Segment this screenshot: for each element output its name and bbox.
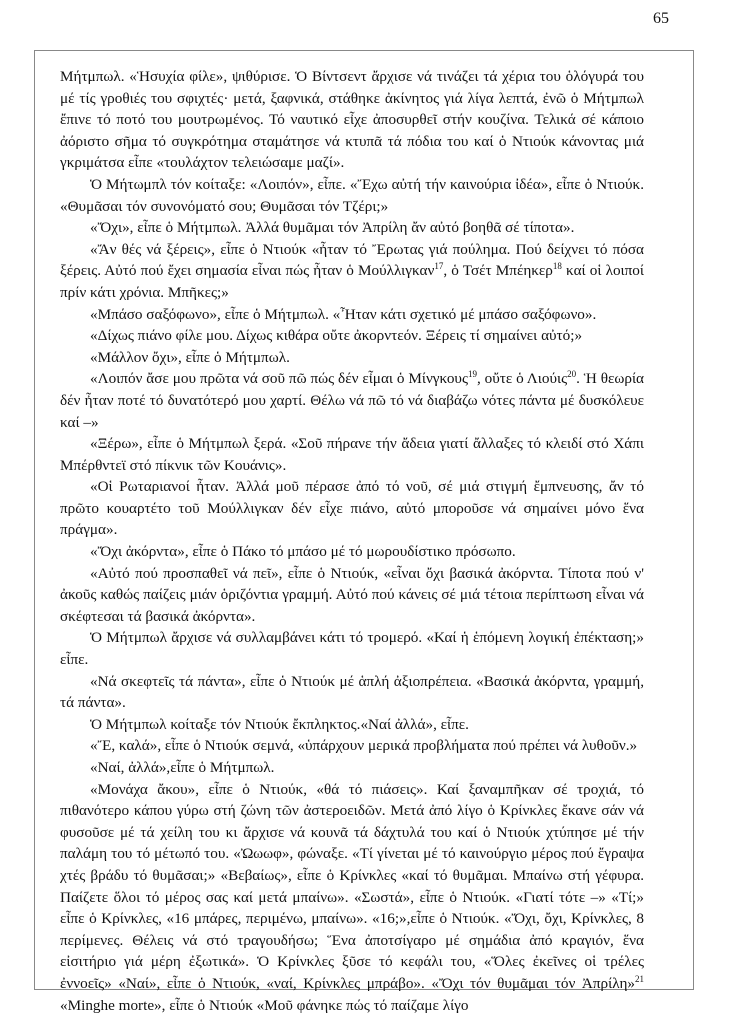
paragraph	[60, 304, 644, 326]
paragraph	[60, 563, 644, 628]
paragraph	[60, 627, 644, 670]
text-run: Μήτμπωλ. «Ἡσυχία φίλε», ψιθύρισε. Ὁ Βίντσεντ ἄρχισε νά τινάζει τά χέρια του ὁλόγυρά του μέ τίς γροθιές του σφιχτές· μετά, ξαφνικά, στάθηκε ἀκίνητος γιά λίγα λεπτά, ἐνῶ ὁ Μήτμπωλ ἔπινε τό ποτό του μουτρωμένος. Τό ναυτικό εἶχε ἀποσυρθεῖ στήν κουζίνα. Τελικά σέ κάποιο ἀόριστο σῆμα τό συγκρότημα σταμάτησε νά κτυπᾶ τά πόδια του καί ὁ Ντιούκ κάνοντας μιά γκριμάτσα εἶπε «τουλάχτον τελειώσαμε μαζί».	[60, 68, 644, 172]
text-body	[60, 66, 644, 1016]
text-run: καί οἱ λοιποί πρίν κάτι χρόνια. Μπῆκες;»	[60, 262, 644, 301]
paragraph	[60, 476, 644, 541]
paragraph	[60, 714, 644, 736]
page-number: 65	[653, 10, 669, 27]
paragraph	[60, 433, 644, 476]
text-run: «Minghe morte», εἶπε ὁ Ντιούκ «Μοῦ φάνηκε πώς τό παίζαμε λίγο	[60, 996, 469, 1014]
text-run: Ὁ Μήτωμπλ τόν κοίταξε: «Λοιπόν», εἶπε. «Ἔχω αὐτή τήν καινούρια ἰδέα», εἶπε ὁ Ντιούκ. «Θυμᾶσαι τόν συνονόματό σου; Θυμᾶσαι τόν Τζέρι;»	[60, 175, 644, 215]
text-run: , ὁ Τσέτ Μπέηκερ	[443, 262, 553, 280]
text-run: Ὁ Μήτμπωλ ἄρχισε νά συλλαμβάνει κάτι τό τρομερό. «Καί ἡ ἑπόμενη λογική ἐπέκταση;» εἶπε.	[60, 629, 644, 669]
paragraph	[60, 541, 644, 563]
text-run: «Ὄχι ἀκόρντα», εἶπε ὁ Πάκο τό μπάσο μέ τό μωρουδίστικο πρόσωπο.	[90, 543, 516, 561]
paragraph	[60, 757, 644, 779]
text-run: «Αὐτό πού προσπαθεῖ νά πεῖ», εἶπε ὁ Ντιούκ, «εἶναι ὄχι βασικά ἀκόρντα. Τίποτα πού ν' ἀκοῦς καθώς παίζεις μιάν ὁριζόντια γραμμή. Αὐτό πού κάνεις σέ μιά τέτοια περίπτωση εἶναι νά σκέφτεσαι τά βασικά ἀκόρντα».	[60, 564, 644, 625]
paragraph	[60, 671, 644, 714]
footnote-ref: 17	[434, 261, 444, 272]
paragraph	[60, 217, 644, 239]
text-run: «Μονάχα ἄκου», εἶπε ὁ Ντιούκ, «θά τό πιάσεις». Καί ξαναμπῆκαν σέ τροχιά, τό πιθανότερο κάπου γύρω στή ζώνη τῶν ἀστεροειδῶν. Μετά ἀπό λίγο ὁ Κρίνκλες ἔκανε σάν νά φυσοῦσε μέ τά χείλη του κι ἄρχισε νά κουνᾶ τά δάχτυλά του καί ὁ Ντιούκ χτύπησε μέ τήν παλάμη του τό μέτωπό του. «Ὠωωφ», φώναξε. «Τί γίνεται μέ τό καινούργιο μέρος πού ἔγραψα χτές βράδυ τό θυμᾶσαι;» «Βεβαίως», εἶπε ὁ Κρίνκλες «καί τό θυμᾶμαι. Μπαίνω στή γέφυρα. Παίζετε ὅλοι τό μέρος σας καί μετά μπαίνω». «Σωστά», εἶπε ὁ Ντιούκ. «Γιατί τότε –» «Τί;» εἶπε ὁ Κρίνκλες, «16 μπάρες, περιμένω, μπαίνω». «16;»,εἶπε ὁ Ντιούκ. «Ὄχι, ὄχι, Κρίνκλες, 8 περίμενες. Θέλεις νά στό τραγουδήσω; Ἕνα ἀποτσίγαρο μέ σημάδια ἀπό κραγιόν, ἕνα εἰσιτήριο γιά μέρη ἐξωτικά». Ὁ Κρίνκλες ξῦσε τό κεφάλι του, «Ὅλες ἐκεῖνες οἱ τρέλες ἐννοεῖς» «Ναί», εἶπε ὁ Ντιούκ, «ναί, Κρίνκλες μπράβο». «Ὄχι τόν θυμᾶμαι τόν Ἀπρίλη»	[60, 780, 644, 992]
text-run: «Ὄχι», εἶπε ὁ Μήτμπωλ. Ἀλλά θυμᾶμαι τόν Ἀπρίλη ἄν αὐτό βοηθᾶ σέ τίποτα».	[90, 219, 575, 237]
text-run: «Οἱ Ρωταριανοί ἦταν. Ἀλλά μοῦ πέρασε ἀπό τό νοῦ, σέ μιά στιγμή ἔμπνευσης, ἄν τό πρῶτο κουαρτέτο τοῦ Μούλλιγκαν δέν εἶχε πιάνο, αὐτό μποροῦσε νά σημαίνει μόνο ἕνα πράγμα».	[60, 478, 644, 539]
paragraph	[60, 735, 644, 757]
paragraph	[60, 66, 644, 174]
paragraph	[60, 347, 644, 369]
paragraph	[60, 779, 644, 1017]
text-run: «Δίχως πιάνο φίλε μου. Δίχως κιθάρα οὔτε ἀκορντεόν. Ξέρεις τί σημαίνει αὐτό;»	[90, 327, 583, 345]
footnote-ref: 18	[552, 261, 562, 272]
text-run: «Ἄν θές νά ξέρεις», εἶπε ὁ Ντιούκ «ἦταν τό Ἔρωτας γιά πούλημα. Πού δείχνει τό πόσα ξέρεις. Αὐτό πού ἔχει σημασία εἶναι πώς ἦταν ὁ Μούλλιγκαν	[60, 240, 644, 280]
text-run: «Λοιπόν ἄσε μου πρῶτα νά σοῦ πῶ πώς δέν εἶμαι ὁ Μίνγκους	[90, 370, 468, 388]
footnote-ref: 21	[635, 973, 644, 984]
text-run: «Ἔ, καλά», εἶπε ὁ Ντιούκ σεμνά, «ὑπάρχουν μερικά προβλήματα πού πρέπει νά λυθοῦν.»	[90, 737, 638, 755]
text-run: «Μάλλον ὄχι», εἶπε ὁ Μήτμπωλ.	[90, 348, 290, 366]
paragraph	[60, 239, 644, 304]
paragraph	[60, 368, 644, 433]
footnote-ref: 20	[567, 369, 577, 380]
text-run: Ὁ Μήτμπωλ κοίταξε τόν Ντιούκ ἔκπληκτος.«Ναί ἀλλά», εἶπε.	[90, 715, 469, 733]
text-run: . Ἡ θεωρία δέν ἦταν ποτέ τό δυνατότερό μου χαρτί. Θέλω νά πῶ τό νά διαβάζω νότες πάντα μέ δυσκόλευε καί –»	[60, 370, 644, 431]
paragraph	[60, 174, 644, 217]
text-run: «Ξέρω», εἶπε ὁ Μήτμπωλ ξερά. «Σοῦ πήρανε τήν ἄδεια γιατί ἄλλαξες τό κλειδί στό Χάπι Μπέρθντεϊ στό πίκνικ τῶν Κουάνις».	[60, 435, 644, 474]
text-run: «Μπάσο σαξόφωνο», εἶπε ὁ Μήτμπωλ. «Ἦταν κάτι σχετικό μέ μπάσο σαξόφωνο».	[90, 305, 597, 323]
footnote-ref: 19	[467, 369, 477, 380]
text-run: «Νά σκεφτεῖς τά πάντα», εἶπε ὁ Ντιούκ μέ ἁπλή ἀξιοπρέπεια. «Βασικά ἀκόρντα, γραμμή, τά πάντα».	[60, 672, 644, 712]
text-run: , οὔτε ὁ Λιούις	[476, 370, 568, 388]
paragraph	[60, 325, 644, 347]
text-run: «Ναί, ἀλλά»,εἶπε ὁ Μήτμπωλ.	[90, 759, 275, 776]
